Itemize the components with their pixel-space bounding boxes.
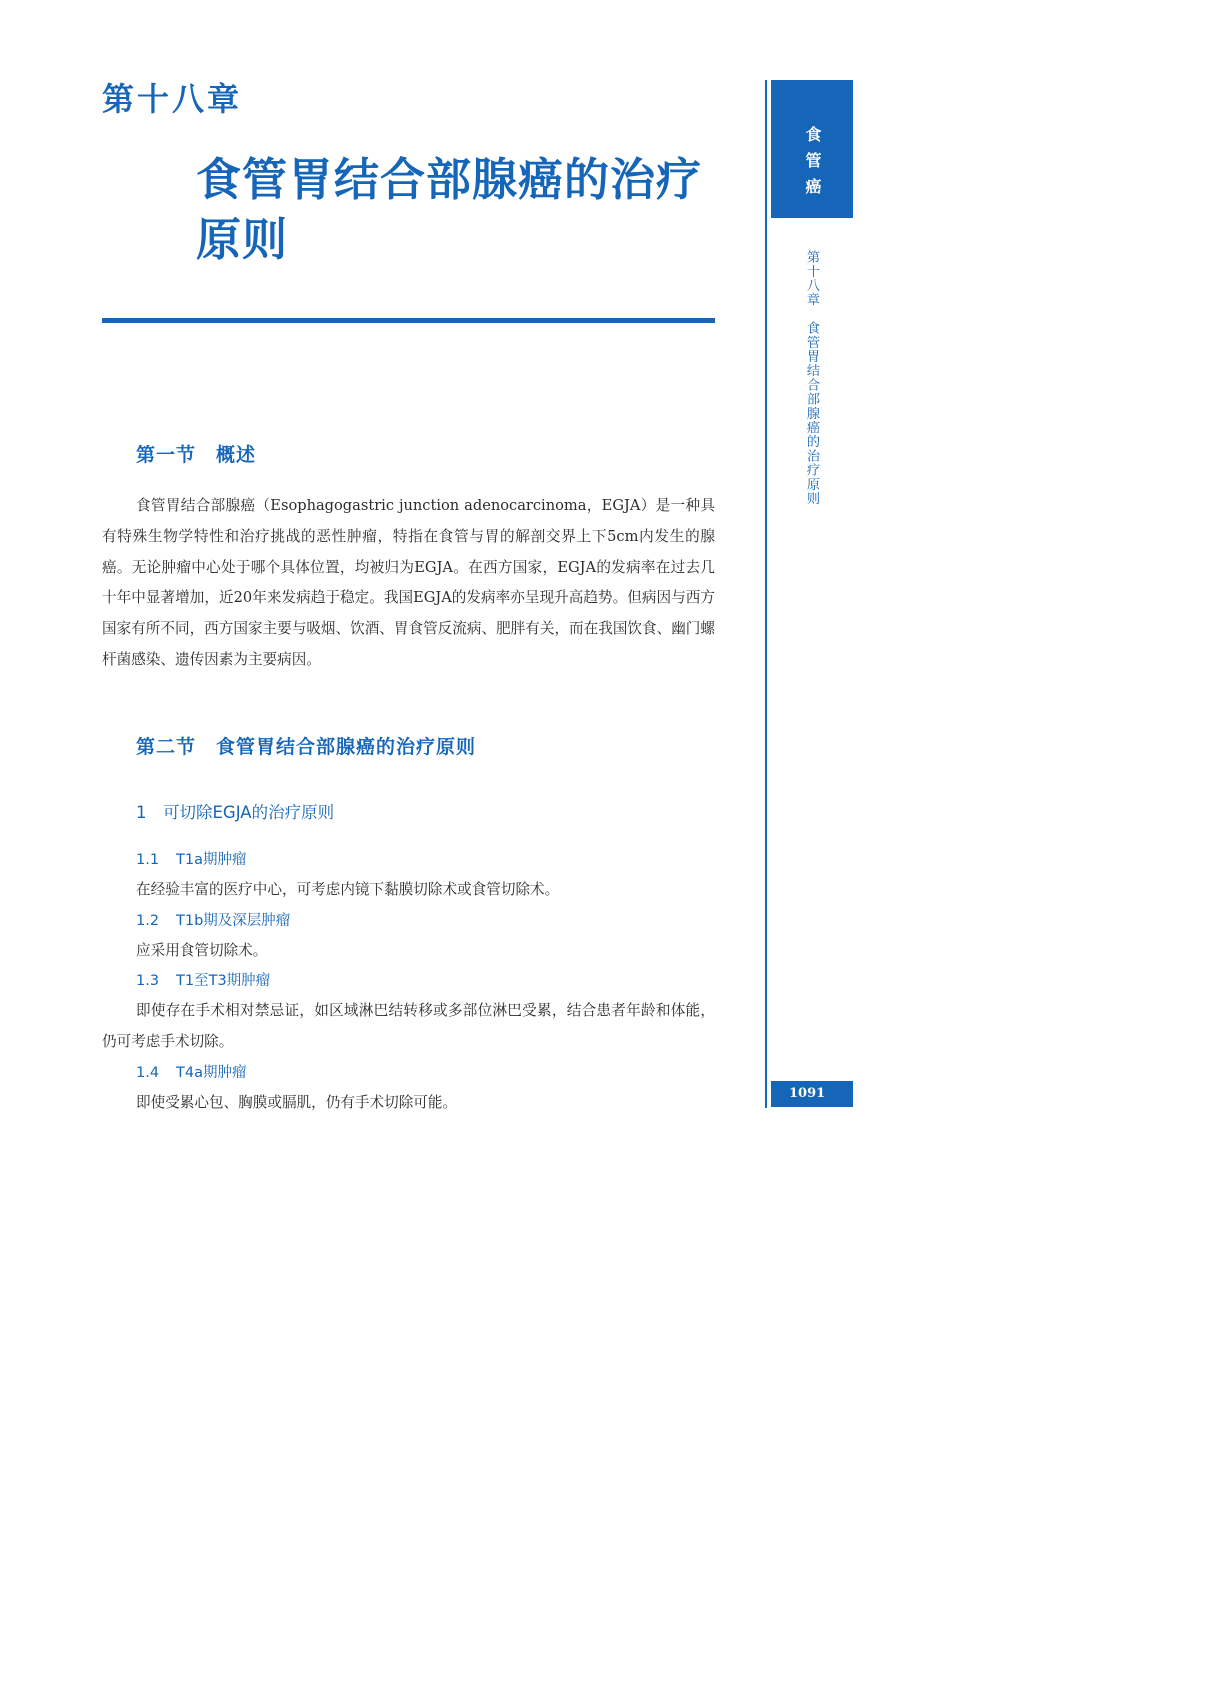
subsection-items xyxy=(102,845,715,1119)
item-number: 1.3 xyxy=(136,973,160,990)
subsection-1-title: 可切除EGJA的治疗原则 xyxy=(163,802,335,822)
chapter-label: 第十八章 xyxy=(102,80,243,118)
section-2-heading xyxy=(136,732,715,759)
item-title: T1a期肿瘤 xyxy=(176,851,247,868)
item-number: 1.4 xyxy=(136,1064,160,1081)
running-title: 第十八章 食管胃结合部腺癌的治疗原则 xyxy=(804,250,819,506)
body-content xyxy=(102,440,715,1119)
section-1-number: 第一节 xyxy=(136,444,197,466)
section-1-title: 概述 xyxy=(216,444,257,466)
item-title: T1b期及深层肿瘤 xyxy=(176,912,291,929)
section-1-heading xyxy=(136,440,715,467)
item-title: T1至T3期肿瘤 xyxy=(176,973,271,990)
item-text: 即使受累心包、胸膜或膈肌，仍有手术切除可能。 xyxy=(136,1093,458,1111)
side-chapter-tab: 食管癌 xyxy=(771,80,853,218)
item-text: 在经验丰富的医疗中心，可考虑内镜下黏膜切除术或食管切除术。 xyxy=(136,880,560,898)
item-heading xyxy=(136,906,715,936)
item-title: T4a期肿瘤 xyxy=(176,1064,247,1081)
section-2-title: 食管胃结合部腺癌的治疗原则 xyxy=(216,735,477,758)
item-heading xyxy=(136,966,715,996)
item-text: 应采用食管切除术。 xyxy=(136,941,268,959)
subsection-1-number: 1 xyxy=(136,802,147,822)
section-2-number: 第二节 xyxy=(136,735,197,758)
side-divider-line xyxy=(765,80,767,1108)
item-number: 1.1 xyxy=(136,851,160,868)
item-heading xyxy=(136,1058,715,1088)
item-text: 即使存在手术相对禁忌证，如区域淋巴结转移或多部位淋巴受累，结合患者年龄和体能，仍可考虑手术切除。 xyxy=(102,1002,715,1051)
item-heading xyxy=(136,845,715,875)
chapter-title: 食管胃结合部腺癌的治疗原则 xyxy=(196,153,703,266)
subsection-1-heading xyxy=(136,799,715,823)
page-number: 1091 xyxy=(771,1081,853,1107)
section-1-paragraph: 食管胃结合部腺癌（Esophagogastric junction adenocarcinoma，EGJA）是一种具有特殊生物学特性和治疗挑战的恶性肿瘤，特指在食管与胃的解剖交界上下5cm内发生的腺癌。无论肿瘤中心处于哪个具体位置，均被归为EGJA。在西方国家，EGJA的发病率在过去几十年中显著增加，近20年来发病趋于稳定。我国EGJA的发病率亦呈现升高趋势。但病因与西方国家有所不同，西方国家主要与吸烟、饮酒、胃食管反流病、肥胖有关，而在我国饮食、幽门螺杆菌感染、遗传因素为主要病因。 xyxy=(102,497,715,668)
title-rule xyxy=(102,318,715,323)
item-number: 1.2 xyxy=(136,912,160,929)
